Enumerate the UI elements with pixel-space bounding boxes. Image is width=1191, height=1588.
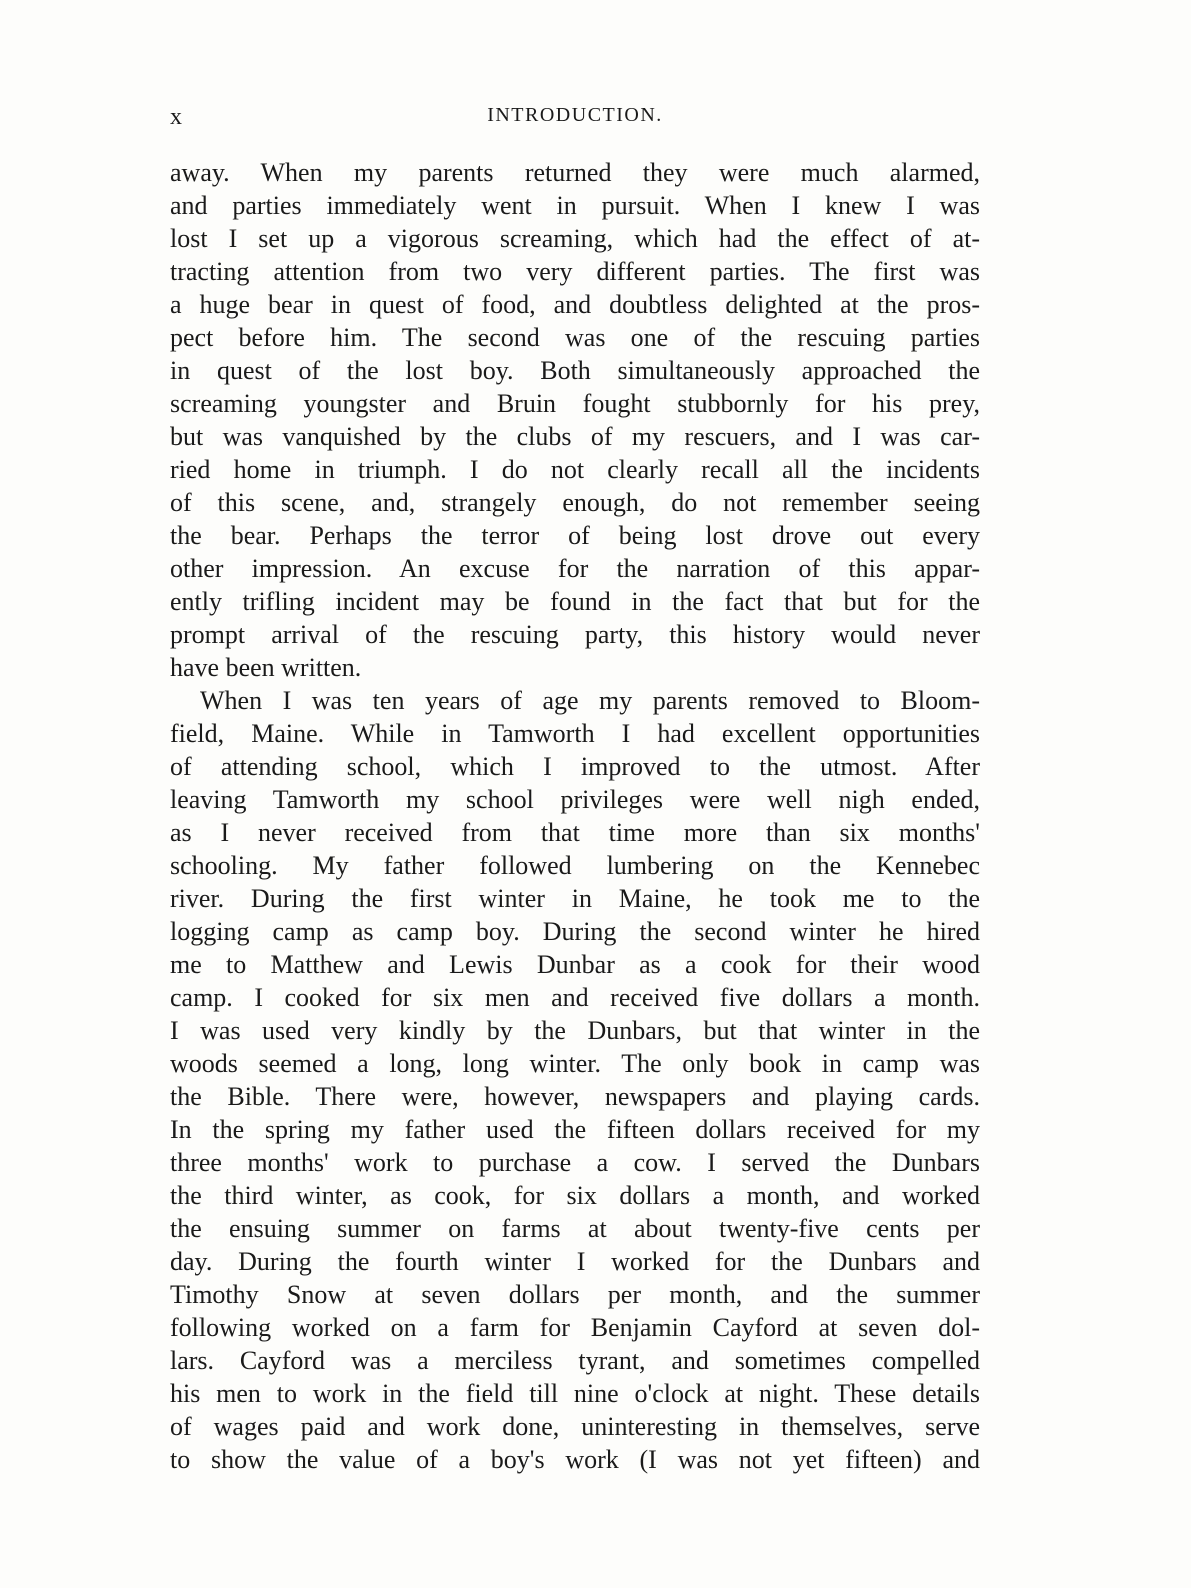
- text-line: day. During the fourth winter I worked for the Dunbars and: [170, 1247, 980, 1276]
- text-line: leaving Tamworth my school privileges were well nigh ended,: [170, 785, 980, 814]
- text-line: lost I set up a vigorous screaming, which had the effect of at-: [170, 224, 980, 253]
- text-line: as I never received from that time more than six months': [170, 818, 980, 847]
- text-line: pect before him. The second was one of the rescuing parties: [170, 323, 980, 352]
- text-line: I was used very kindly by the Dunbars, but that winter in the: [170, 1016, 980, 1045]
- text-line: of wages paid and work done, uninteresting in themselves, serve: [170, 1412, 980, 1441]
- text-line: me to Matthew and Lewis Dunbar as a cook for their wood: [170, 950, 980, 979]
- text-line: of this scene, and, strangely enough, do not remember seeing: [170, 488, 980, 517]
- paragraph-start-line: When I was ten years of age my parents removed to Bloom-: [200, 686, 980, 715]
- text-line: of attending school, which I improved to the utmost. After: [170, 752, 980, 781]
- text-line: schooling. My father followed lumbering on the Kennebec: [170, 851, 980, 880]
- body-text: [170, 156, 980, 1476]
- text-line: field, Maine. While in Tamworth I had excellent opportunities: [170, 719, 980, 748]
- text-line: other impression. An excuse for the narration of this appar-: [170, 554, 980, 583]
- text-line: his men to work in the field till nine o'clock at night. These details: [170, 1379, 980, 1408]
- running-title: INTRODUCTION.: [487, 104, 663, 126]
- text-line: and parties immediately went in pursuit. When I knew I was: [170, 191, 980, 220]
- text-line: woods seemed a long, long winter. The only book in camp was: [170, 1049, 980, 1078]
- text-line: following worked on a farm for Benjamin Cayford at seven dol-: [170, 1313, 980, 1342]
- text-line: logging camp as camp boy. During the second winter he hired: [170, 917, 980, 946]
- text-line: ried home in triumph. I do not clearly recall all the incidents: [170, 455, 980, 484]
- text-line: a huge bear in quest of food, and doubtless delighted at the pros-: [170, 290, 980, 319]
- text-line: the ensuing summer on farms at about twenty-five cents per: [170, 1214, 980, 1243]
- text-line: In the spring my father used the fifteen dollars received for my: [170, 1115, 980, 1144]
- paragraph-end-line: have been written.: [170, 653, 362, 682]
- text-line: away. When my parents returned they were much alarmed,: [170, 158, 980, 187]
- text-line: but was vanquished by the clubs of my rescuers, and I was car-: [170, 422, 980, 451]
- text-line: Timothy Snow at seven dollars per month, and the summer: [170, 1280, 980, 1309]
- text-line: river. During the first winter in Maine, he took me to the: [170, 884, 980, 913]
- text-line: the third winter, as cook, for six dollars a month, and worked: [170, 1181, 980, 1210]
- text-line: the bear. Perhaps the terror of being lost drove out every: [170, 521, 980, 550]
- page-number: x: [170, 104, 183, 130]
- text-line: ently trifling incident may be found in the fact that but for the: [170, 587, 980, 616]
- text-line: prompt arrival of the rescuing party, this history would never: [170, 620, 980, 649]
- text-line: to show the value of a boy's work (I was not yet fifteen) and: [170, 1445, 980, 1474]
- page-header: [170, 104, 980, 134]
- text-line: lars. Cayford was a merciless tyrant, and sometimes compelled: [170, 1346, 980, 1375]
- text-line: in quest of the lost boy. Both simultaneously approached the: [170, 356, 980, 385]
- text-line: the Bible. There were, however, newspapers and playing cards.: [170, 1082, 980, 1111]
- text-line: camp. I cooked for six men and received five dollars a month.: [170, 983, 980, 1012]
- text-line: screaming youngster and Bruin fought stubbornly for his prey,: [170, 389, 980, 418]
- text-line: three months' work to purchase a cow. I served the Dunbars: [170, 1148, 980, 1177]
- text-line: tracting attention from two very different parties. The first was: [170, 257, 980, 286]
